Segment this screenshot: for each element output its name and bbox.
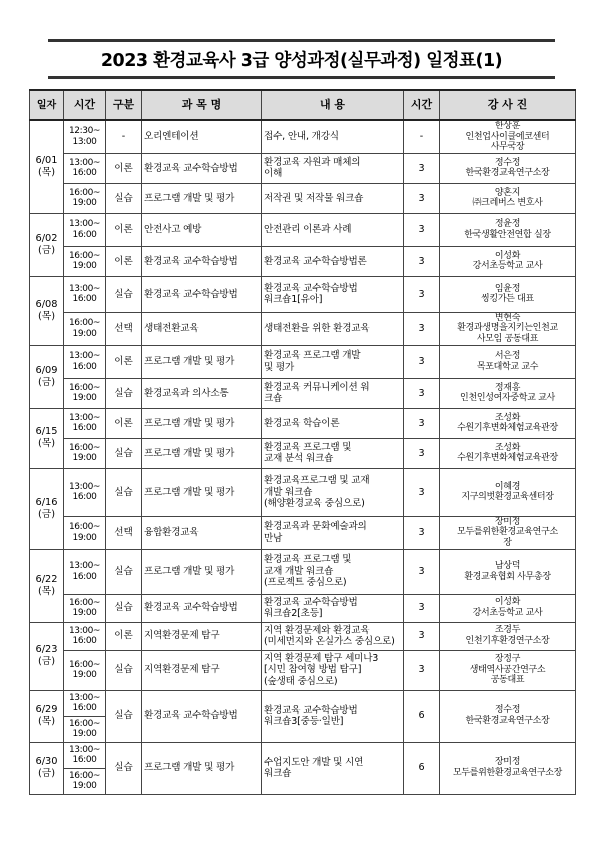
subject-cell: 환경교육 교수학습방법 xyxy=(142,594,262,622)
content-line: 지역 환경문제와 환경교육 xyxy=(264,624,370,636)
time-line: 16:00~ xyxy=(68,597,101,608)
instructor-line: 한국환경교육연구소장 xyxy=(465,716,550,727)
date-line: (금) xyxy=(37,244,56,256)
time-slot xyxy=(64,717,105,742)
table-row xyxy=(30,650,576,690)
category-cell: 실습 xyxy=(106,690,142,742)
subject-cell: 프로그램 개발 및 평가 xyxy=(142,549,262,594)
instructor-line: 한국환경교육연구소장 xyxy=(465,168,550,179)
content-line: (숲생태 중심으로) xyxy=(264,675,338,687)
instructor-line: 조성화 xyxy=(494,442,521,453)
time-cell xyxy=(64,378,106,408)
subject-cell: 오리엔테이션 xyxy=(142,120,262,153)
subject-cell: 환경교육 교수학습방법 xyxy=(142,153,262,183)
hours-cell: 3 xyxy=(404,438,440,468)
content-line: 워크숍1[유아] xyxy=(264,294,323,306)
instructor-line: 남상덕 xyxy=(494,560,521,571)
content-line: 환경교육 프로그램 및 xyxy=(264,441,352,453)
instructor-line: 정재흥 xyxy=(494,382,521,393)
instructor-line: 인천업사이클에코센터 xyxy=(465,131,550,142)
time-cell xyxy=(64,153,106,183)
date-line: 6/08 xyxy=(35,298,58,310)
instructor-line: 강서초등학교 교사 xyxy=(472,261,543,272)
time-line: 12:30~ xyxy=(68,126,101,137)
content-line: 수업지도안 개발 및 시연 xyxy=(264,756,364,768)
content-cell xyxy=(262,153,404,183)
time-line: 16:00 xyxy=(72,361,97,372)
hours-cell: - xyxy=(404,120,440,153)
date-line: 6/16 xyxy=(35,496,58,508)
instructor-cell xyxy=(440,312,576,345)
time-line: 16:00~ xyxy=(68,318,101,329)
category-cell: 선택 xyxy=(106,516,142,549)
hours-cell: 3 xyxy=(404,549,440,594)
header-date: 일자 xyxy=(30,90,64,120)
instructor-line: 공동대표 xyxy=(490,675,525,686)
content-cell xyxy=(262,438,404,468)
header-subject: 과 목 명 xyxy=(142,90,262,120)
instructor-line: 씽킹가든 대표 xyxy=(481,294,534,305)
time-line: 16:00~ xyxy=(68,187,101,198)
time-line: 13:00~ xyxy=(68,625,101,636)
time-line: 13:00~ xyxy=(68,351,101,362)
subject-cell: 프로그램 개발 및 평가 xyxy=(142,438,262,468)
instructor-line: 환경교육협회 사무총장 xyxy=(464,571,551,582)
date-cell xyxy=(30,622,64,690)
time-line: 19:00 xyxy=(72,532,97,543)
subject-cell: 환경교육 교수학습방법 xyxy=(142,246,262,276)
date-line: 6/30 xyxy=(35,756,58,768)
instructor-line: 수원기후변화체험교육관장 xyxy=(457,453,558,464)
table-row xyxy=(30,246,576,276)
date-line: (금) xyxy=(37,376,56,388)
table-row xyxy=(30,408,576,438)
content-line: 환경교육 교수학습방법론 xyxy=(264,255,367,267)
category-cell: 실습 xyxy=(106,742,142,794)
content-line: 환경교육 프로그램 개발 xyxy=(264,350,361,362)
instructor-line: 사모임 공동대표 xyxy=(476,334,539,345)
instructor-cell xyxy=(440,120,576,153)
table-row xyxy=(30,742,576,794)
time-line: 19:00 xyxy=(72,670,97,681)
content-line: 환경교육 교수학습방법 xyxy=(264,596,358,608)
content-line: [시민 참여형 방법 탐구] xyxy=(264,664,362,676)
date-cell xyxy=(30,276,64,345)
time-line: 16:00 xyxy=(72,423,97,434)
header-row xyxy=(30,90,576,120)
hours-cell: 3 xyxy=(404,153,440,183)
time-line: 16:00 xyxy=(72,571,97,582)
category-cell: 이론 xyxy=(106,246,142,276)
time-cell xyxy=(64,742,106,794)
time-slot xyxy=(64,769,105,794)
category-cell: 실습 xyxy=(106,468,142,516)
time-line: 16:00 xyxy=(72,636,97,647)
instructor-line: 서은정 xyxy=(494,351,521,362)
time-line: 16:00 xyxy=(72,703,97,714)
table-row xyxy=(30,690,576,742)
content-cell xyxy=(262,549,404,594)
time-cell xyxy=(64,120,106,153)
content-line: 워크숍 xyxy=(264,768,292,780)
date-line: (목) xyxy=(37,166,56,178)
date-line: 6/22 xyxy=(35,573,58,585)
content-cell xyxy=(262,378,404,408)
time-line: 13:00~ xyxy=(68,561,101,572)
category-cell: - xyxy=(106,120,142,153)
category-cell: 이론 xyxy=(106,213,142,246)
instructor-line: 정수정 xyxy=(494,157,521,168)
time-cell xyxy=(64,312,106,345)
content-cell xyxy=(262,742,404,794)
subject-cell: 프로그램 개발 및 평가 xyxy=(142,742,262,794)
hours-cell: 3 xyxy=(404,408,440,438)
category-cell: 실습 xyxy=(106,594,142,622)
time-line: 19:00 xyxy=(72,198,97,209)
instructor-line: 사무국장 xyxy=(490,142,525,153)
hours-cell: 3 xyxy=(404,276,440,312)
subject-cell: 프로그램 개발 및 평가 xyxy=(142,183,262,213)
time-line: 19:00 xyxy=(72,608,97,619)
content-cell xyxy=(262,622,404,650)
instructor-cell xyxy=(440,690,576,742)
category-cell: 실습 xyxy=(106,438,142,468)
content-line: 개발 워크숍 xyxy=(264,486,313,498)
subject-cell: 안전사고 예방 xyxy=(142,213,262,246)
subject-cell: 프로그램 개발 및 평가 xyxy=(142,345,262,378)
content-cell xyxy=(262,650,404,690)
time-line: 16:00~ xyxy=(68,382,101,393)
time-line: 19:00 xyxy=(72,261,97,272)
content-cell xyxy=(262,690,404,742)
instructor-line: 양혼지 xyxy=(494,187,521,198)
content-line: 접수, 안내, 개강식 xyxy=(264,131,339,143)
instructor-line: 장 xyxy=(503,537,512,548)
date-cell xyxy=(30,549,64,622)
time-line: 13:00~ xyxy=(68,412,101,423)
time-cell xyxy=(64,690,106,742)
content-line: 환경교육과 문화예술과의 xyxy=(264,521,367,533)
content-line: 교재 개발 워크숍 xyxy=(264,565,334,577)
instructor-line: 수원기후변화체험교육관장 xyxy=(457,423,558,434)
table-row xyxy=(30,153,576,183)
date-line: 6/01 xyxy=(35,154,58,166)
content-cell xyxy=(262,408,404,438)
hours-cell: 3 xyxy=(404,246,440,276)
schedule-body xyxy=(30,120,576,794)
instructor-cell xyxy=(440,345,576,378)
time-slot xyxy=(64,743,105,769)
time-line: 13:00 xyxy=(72,136,97,147)
time-line: 16:00 xyxy=(72,492,97,503)
subject-cell: 프로그램 개발 및 평가 xyxy=(142,408,262,438)
content-line: 환경교육 자원과 매체의 xyxy=(264,156,361,168)
instructor-line: 환경과생명을지키는인천교 xyxy=(457,323,558,334)
hours-cell: 3 xyxy=(404,650,440,690)
date-line: 6/02 xyxy=(35,232,58,244)
date-cell xyxy=(30,690,64,742)
instructor-line: 이혜경 xyxy=(494,481,521,492)
time-line: 16:00 xyxy=(72,229,97,240)
instructor-line: 지구의벗환경교육센터장 xyxy=(461,492,554,503)
category-cell: 이론 xyxy=(106,622,142,650)
content-line: 크숍 xyxy=(264,393,283,405)
time-cell xyxy=(64,438,106,468)
content-cell xyxy=(262,516,404,549)
time-line: 13:00~ xyxy=(68,692,101,703)
content-cell xyxy=(262,468,404,516)
category-cell: 실습 xyxy=(106,183,142,213)
hours-cell: 3 xyxy=(404,213,440,246)
content-cell xyxy=(262,345,404,378)
category-cell: 실습 xyxy=(106,549,142,594)
content-line: 환경교육프로그램 및 교재 xyxy=(264,475,370,487)
category-cell: 실습 xyxy=(106,276,142,312)
hours-cell: 3 xyxy=(404,345,440,378)
content-line: 이해 xyxy=(264,168,283,180)
content-cell xyxy=(262,120,404,153)
time-line: 19:00 xyxy=(72,453,97,464)
time-line: 13:00~ xyxy=(68,481,101,492)
hours-cell: 3 xyxy=(404,468,440,516)
content-cell xyxy=(262,213,404,246)
instructor-line: 임윤정 xyxy=(494,283,521,294)
content-line: 저작권 및 저작물 워크숍 xyxy=(264,192,364,204)
instructor-cell xyxy=(440,438,576,468)
date-cell xyxy=(30,120,64,213)
instructor-line: 조성화 xyxy=(494,412,521,423)
content-line: (해양환경교육 중심으로) xyxy=(264,498,365,510)
instructor-cell xyxy=(440,183,576,213)
content-line: 워크숍3[중등·일반] xyxy=(264,716,344,728)
content-cell xyxy=(262,594,404,622)
date-line: (목) xyxy=(37,585,56,597)
instructor-cell xyxy=(440,594,576,622)
category-cell: 실습 xyxy=(106,378,142,408)
date-line: (금) xyxy=(37,508,56,520)
table-row xyxy=(30,183,576,213)
time-line: 16:00 xyxy=(72,755,97,766)
content-line: 교재 분석 워크숍 xyxy=(264,453,334,465)
time-line: 16:00 xyxy=(72,294,97,305)
time-line: 16:00~ xyxy=(68,718,101,729)
time-cell xyxy=(64,622,106,650)
time-line: 19:00 xyxy=(72,328,97,339)
instructor-line: 정윤정 xyxy=(494,219,521,230)
time-line: 16:00~ xyxy=(68,442,101,453)
instructor-cell xyxy=(440,549,576,594)
table-row xyxy=(30,468,576,516)
time-cell xyxy=(64,345,106,378)
instructor-cell xyxy=(440,650,576,690)
content-line: 환경교육 학습이론 xyxy=(264,417,340,429)
table-row xyxy=(30,516,576,549)
time-line: 13:00~ xyxy=(68,283,101,294)
time-slot xyxy=(64,691,105,717)
subject-cell: 환경교육과 의사소통 xyxy=(142,378,262,408)
date-cell xyxy=(30,408,64,468)
instructor-line: 조경두 xyxy=(494,625,521,636)
time-cell xyxy=(64,183,106,213)
instructor-cell xyxy=(440,276,576,312)
date-line: 6/23 xyxy=(35,644,58,656)
time-line: 16:00 xyxy=(72,168,97,179)
table-row xyxy=(30,622,576,650)
instructor-line: 생태역사공간연구소 xyxy=(469,664,546,675)
content-line: (미세먼지와 온실가스 중심으로) xyxy=(264,636,395,648)
instructor-line: 목포대학교 교수 xyxy=(476,361,539,372)
content-line: 워크숍2[초등] xyxy=(264,608,323,620)
table-row xyxy=(30,378,576,408)
time-line: 16:00~ xyxy=(68,659,101,670)
time-line: 16:00~ xyxy=(68,770,101,781)
instructor-cell xyxy=(440,246,576,276)
instructor-cell xyxy=(440,516,576,549)
instructor-line: 변현숙 xyxy=(494,312,521,323)
content-line: 생태전환을 위한 환경교육 xyxy=(264,323,370,335)
instructor-line: 인천기후환경연구소장 xyxy=(465,636,550,647)
content-line: 환경교육 프로그램 및 xyxy=(264,554,352,566)
category-cell: 이론 xyxy=(106,408,142,438)
hours-cell: 6 xyxy=(404,742,440,794)
instructor-cell xyxy=(440,153,576,183)
instructor-line: 모두를위한환경교육연구소 xyxy=(457,527,558,538)
instructor-line: 장미정 xyxy=(494,757,521,768)
instructor-line: ㈜크레버스 변호사 xyxy=(472,198,543,209)
instructor-line: 모두를위한환경교육연구소장 xyxy=(452,768,563,779)
date-line: 6/09 xyxy=(35,364,58,376)
date-cell xyxy=(30,345,64,408)
time-line: 13:00~ xyxy=(68,744,101,755)
schedule-table xyxy=(29,89,576,795)
hours-cell: 3 xyxy=(404,622,440,650)
time-cell xyxy=(64,549,106,594)
instructor-line: 한상훈 xyxy=(494,121,521,131)
content-cell xyxy=(262,183,404,213)
title-box xyxy=(48,39,555,79)
hours-cell: 3 xyxy=(404,516,440,549)
instructor-line: 강서초등학교 교사 xyxy=(472,608,543,619)
header-category: 구분 xyxy=(106,90,142,120)
content-line: 환경교육 교수학습방법 xyxy=(264,704,358,716)
header-content: 내 용 xyxy=(262,90,404,120)
time-cell xyxy=(64,276,106,312)
instructor-cell xyxy=(440,468,576,516)
instructor-line: 장정구 xyxy=(494,654,521,665)
time-line: 19:00 xyxy=(72,781,97,792)
header-time: 시간 xyxy=(64,90,106,120)
instructor-line: 이성화 xyxy=(494,250,521,261)
instructor-cell xyxy=(440,213,576,246)
header-instructor: 강 사 진 xyxy=(440,90,576,120)
subject-cell: 지역환경문제 탐구 xyxy=(142,650,262,690)
date-line: (금) xyxy=(37,768,56,780)
content-line: 환경교육 교수학습방법 xyxy=(264,282,358,294)
table-row xyxy=(30,276,576,312)
table-row xyxy=(30,312,576,345)
time-cell xyxy=(64,594,106,622)
hours-cell: 3 xyxy=(404,183,440,213)
instructor-cell xyxy=(440,742,576,794)
instructor-line: 장미정 xyxy=(494,516,521,527)
table-row xyxy=(30,549,576,594)
content-cell xyxy=(262,246,404,276)
table-row xyxy=(30,594,576,622)
date-cell xyxy=(30,213,64,276)
date-line: (목) xyxy=(37,310,56,322)
date-line: (목) xyxy=(37,716,56,728)
hours-cell: 6 xyxy=(404,690,440,742)
page-title: 2023 환경교육사 3급 양성과정(실무과정) 일정표(1) xyxy=(100,50,503,71)
category-cell: 선택 xyxy=(106,312,142,345)
time-line: 19:00 xyxy=(72,393,97,404)
date-cell xyxy=(30,742,64,794)
content-line: (프로젝트 중심으로) xyxy=(264,577,347,589)
date-line: (목) xyxy=(37,438,56,450)
date-line: 6/29 xyxy=(35,704,58,716)
instructor-cell xyxy=(440,378,576,408)
time-line: 16:00~ xyxy=(68,250,101,261)
time-cell xyxy=(64,408,106,438)
instructor-line: 인천인성여자중학교 교사 xyxy=(460,393,555,404)
category-cell: 이론 xyxy=(106,153,142,183)
instructor-cell xyxy=(440,408,576,438)
time-line: 13:00~ xyxy=(68,219,101,230)
category-cell: 이론 xyxy=(106,345,142,378)
subject-cell: 지역환경문제 탐구 xyxy=(142,622,262,650)
subject-cell: 프로그램 개발 및 평가 xyxy=(142,468,262,516)
content-line: 환경교육 커뮤니케이션 워 xyxy=(264,381,370,393)
subject-cell: 생태전환교육 xyxy=(142,312,262,345)
instructor-line: 이성화 xyxy=(494,597,521,608)
subject-cell: 융합환경교육 xyxy=(142,516,262,549)
subject-cell: 환경교육 교수학습방법 xyxy=(142,276,262,312)
instructor-line: 한국생활안전연합 실장 xyxy=(464,229,551,240)
instructor-cell xyxy=(440,622,576,650)
time-cell xyxy=(64,468,106,516)
table-row xyxy=(30,345,576,378)
date-cell xyxy=(30,468,64,549)
content-cell xyxy=(262,276,404,312)
time-line: 13:00~ xyxy=(68,157,101,168)
header-hours: 시간 xyxy=(404,90,440,120)
content-line: 안전관리 이론과 사례 xyxy=(264,224,352,236)
content-cell xyxy=(262,312,404,345)
subject-cell: 환경교육 교수학습방법 xyxy=(142,690,262,742)
table-row xyxy=(30,438,576,468)
time-cell xyxy=(64,246,106,276)
table-row xyxy=(30,213,576,246)
time-line: 19:00 xyxy=(72,729,97,740)
instructor-line: 정수정 xyxy=(494,705,521,716)
content-line: 만남 xyxy=(264,532,283,544)
time-cell xyxy=(64,213,106,246)
category-cell: 실습 xyxy=(106,650,142,690)
content-line: 지역 환경문제 탐구 세미나3 xyxy=(264,652,379,664)
time-cell xyxy=(64,650,106,690)
content-line: 및 평가 xyxy=(264,361,295,373)
hours-cell: 3 xyxy=(404,378,440,408)
date-line: (금) xyxy=(37,656,56,668)
time-line: 16:00~ xyxy=(68,522,101,533)
date-line: 6/15 xyxy=(35,426,58,438)
table-row xyxy=(30,120,576,153)
time-cell xyxy=(64,516,106,549)
hours-cell: 3 xyxy=(404,594,440,622)
hours-cell: 3 xyxy=(404,312,440,345)
